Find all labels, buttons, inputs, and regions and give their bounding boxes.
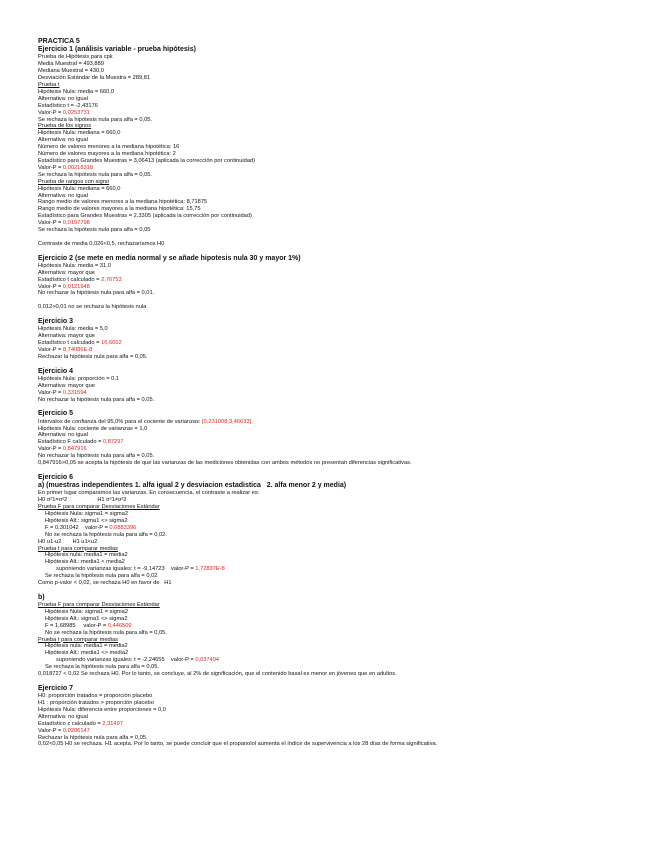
ex6b-line: Hipótesis nula: media1 = media2 [45, 643, 128, 650]
ex6-line: Hipótesis Nula: sigma1 = sigma2 [45, 510, 128, 517]
spacer [38, 234, 638, 241]
ex4-line: No rechazar la hipótesis nula para alfa = 0,05. [38, 396, 155, 403]
ex1-line: Alternativa: no igual [38, 95, 88, 102]
doc-title: PRACTICA 5 [38, 38, 80, 45]
ex1-note: Contraste de media 0,026<0,5, rechazaríamos H0 [38, 240, 165, 247]
spacer [38, 587, 638, 594]
ex5-interval-line [38, 419, 638, 426]
ex7-line: Alternativa: no igual [38, 713, 88, 720]
label: Valor-P = [38, 109, 63, 116]
ex6-line: En primer lugar comparamos las varianzas. En consecuencia, el contraste a realizar es: [38, 490, 260, 497]
ex1-line: Se rechaza la hipótesis nula para alfa = 0,05 [38, 227, 151, 234]
spacer [38, 311, 638, 318]
ex6b-line: Hipótesis Alt.: media1 <> media2 [45, 650, 129, 657]
p-value: 0,00218318 [62, 164, 93, 171]
ex6-subheading-a: a) (muestras independientes 1. alfa igual 2 y desviacion estadistica 2. alfa menor 2 y media) [38, 482, 347, 490]
ex5-pvalue-line [38, 446, 638, 453]
label: suponiendo varianzas iguales: t = -2,24655 valor-P = [56, 657, 196, 664]
ex1-line: Estadístico para Grandes Muestras = 2,3305 (aplicada la corrección por continuidad) [38, 213, 252, 220]
spacer [38, 678, 638, 685]
ex2-line: Hipótesis Nula: media = 31,0 [38, 262, 111, 269]
ex3-line: Alternativa: mayor que [38, 333, 95, 340]
ex4-heading: Ejercicio 4 [38, 367, 74, 375]
label: Valor-P = [38, 220, 63, 227]
spacer [38, 361, 638, 368]
p-value: 0,446509 [107, 622, 132, 629]
p-value: 0,0883396 [109, 524, 137, 531]
label: suponiendo varianzas iguales: t = -9,14723 valor-P = [56, 566, 196, 573]
ex1-line: Hipótesis Nula: mediana = 660,0 [38, 130, 121, 137]
p-value: 0,037494 [195, 657, 220, 664]
ex1-line: Se rechaza la hipótesis nula para alfa = 0,05. [38, 116, 152, 123]
spacer [38, 297, 638, 304]
spacer [38, 467, 638, 474]
ex1-line: Hipótesis Nula: mediana = 660,0 [38, 185, 121, 192]
ex1-line: Número de valores menores a la mediana hipotética: 16 [38, 144, 180, 151]
ex6b-pvalue-line [38, 657, 638, 664]
ex6-line: Hipótesis nula: media1 = media2 [45, 552, 128, 559]
ex6b-line: Hipótesis Alt.: sigma1 <> sigma2 [45, 615, 128, 622]
ex7-line: Hipótesis Nula: diferencia entre proporciones = 0,0 [38, 706, 166, 713]
ex6b-line: No se rechaza la hipótesis nula para alfa = 0,05. [45, 629, 167, 636]
stat-value: 0,87297 [102, 439, 124, 446]
label: Estadístico t calculado = [38, 276, 102, 283]
ex6-f-test-title: Prueba F para comparar Desviaciones Estándar [38, 504, 160, 511]
ex7-stat-line [38, 721, 638, 728]
ex7-line: Rechazar la hipótesis nula para alfa = 0,05. [38, 734, 148, 741]
ex7-line: 0,02<0,05 H0 se rechaza. H1 acepta. Por lo tanto, se puede concluir que el propanolol aumenta el índice de supervivencia a los 28 días de forma significativa. [38, 741, 438, 748]
ex6-pvalue-line [38, 566, 638, 573]
ex1-t-test-title: Prueba t [38, 82, 60, 89]
ex2-heading: Ejercicio 2 (se mete en media normal y se añade hipotesis nula 30 y mayor 1%) [38, 254, 301, 262]
p-value: 0,0197798 [62, 220, 90, 227]
ex6-subheading-b: b) [38, 593, 45, 601]
p-value: 8,74086E-8 [62, 347, 93, 353]
ex5-line: No rechazar la hipótesis nula para alfa = 0,05. [38, 453, 155, 460]
ex6-line: Como p-valor < 0,02, se rechaza H0 en favor de H1 [38, 580, 172, 587]
ex5-stat-line [38, 439, 638, 446]
ex6-line: No se rechaza la hipótesis nula para alfa = 0,02. [45, 531, 167, 538]
ex1-line: Se rechaza la hipótesis nula para alfa = 0,05. [38, 171, 152, 178]
spacer [38, 248, 638, 255]
ex1-pvalue-line [38, 220, 638, 227]
ex1-line: Estadístico para Grandes Muestras = 3,06413 (aplicada la corrección por continuidad) [38, 158, 256, 164]
ex6-pvalue-line [38, 525, 638, 532]
ex3-line: Hipótesis Nula: media = 5,0 [38, 326, 108, 333]
ex5-line: Hipótesis Nula: cociente de varianzas = 1,0 [38, 425, 148, 432]
label: Valor-P = [38, 283, 63, 290]
stat-value: 16,6052 [101, 340, 122, 347]
ex1-line: Prueba de Hipótesis para cpk [38, 54, 113, 61]
ex1-pvalue-line [38, 110, 638, 117]
ex2-stat-line [38, 277, 638, 284]
ex1-line: Desviación Estándar de la Muestra = 289,81 [38, 75, 151, 82]
p-value: 0,0206147 [62, 727, 90, 734]
label: F = 1,68985 valor-P = [45, 622, 108, 629]
ex1-pvalue-line [38, 165, 638, 172]
label: Valor-P = [38, 164, 63, 171]
ex6b-f-test-title: Prueba F para comparar Desviaciones Estándar [38, 602, 160, 609]
p-value: 0,331594 [62, 389, 87, 396]
stat-value: 2,76753 [101, 276, 122, 283]
ex6-line: H0 u1-u2 H1 u1<u2 [38, 538, 98, 545]
p-value: 0,847916 [62, 446, 87, 453]
stat-value: 2,31497 [102, 720, 123, 727]
label: Estadístico F calculado = [38, 439, 103, 446]
ex7-line: H0: proporción tratados = proporción placebo [38, 693, 153, 700]
ex6b-line: 0,018727 < 0,02 Se rechaza H0. Por lo tanto, se concluye, al 2% de significación, que el contenido basal es menor en jóvenes que en adultos. [38, 671, 397, 678]
interval-value: [0,231008;3,46633] [202, 418, 252, 425]
ex3-line: Rechazar la hipótesis nula para alfa = 0,05. [38, 353, 148, 360]
ex1-line: Hipótesis Nula: media = 660,0 [38, 88, 115, 95]
ex3-stat-line [38, 340, 638, 347]
ex6-line: Hipótesis Alt.: media1 < media2 [45, 559, 125, 566]
ex6-line: Hipótesis Alt.: sigma1 <> sigma2 [45, 517, 128, 524]
ex1-line: Alternativa: no igual [38, 192, 88, 199]
ex6-heading: Ejercicio 6 [38, 473, 74, 481]
spacer [38, 404, 638, 411]
ex4-line: Hipótesis Nula: proporción = 0,1 [38, 375, 120, 382]
label: Estadístico z calculado = [38, 720, 103, 727]
ex1-line: Alternativa: no igual [38, 137, 88, 144]
label: Intervalos de confianza del 95,0% para el cociente de varianzas: [38, 418, 203, 425]
ex4-line: Alternativa: mayor que [38, 382, 95, 389]
ex5-heading: Ejercicio 5 [38, 410, 74, 418]
ex6-line: H0 σ²1=σ²2 H1 σ²1≠σ²2 [38, 497, 127, 504]
ex2-note: 0,012>0,01 no se rechaza la hipótesis nula [38, 304, 147, 311]
ex6b-pvalue-line [38, 623, 638, 630]
document-page [38, 38, 638, 748]
label: Valor-P = [38, 347, 63, 353]
ex1-line: Media Muestral = 493,889 [38, 61, 104, 68]
ex4-pvalue-line [38, 390, 638, 397]
ex3-heading: Ejercicio 3 [38, 318, 74, 326]
ex1-rank-test-title: Prueba de rangos con signo [38, 178, 110, 185]
ex1-sign-test-title: Prueba de los signos [38, 123, 92, 130]
ex1-heading: Ejercicio 1 (análisis variable - prueba hipótesis) [38, 46, 196, 54]
ex1-line: Mediana Muestral = 430,0 [38, 68, 104, 75]
label: Valor-P = [38, 389, 63, 396]
ex1-line: Estadístico t = -2,43176 [38, 102, 98, 109]
ex7-heading: Ejercicio 7 [38, 684, 74, 692]
p-value: 0,0253731 [62, 109, 90, 116]
ex1-line: Número de valores mayores a la mediana hipotética: 2 [38, 151, 176, 158]
ex7-pvalue-line [38, 728, 638, 735]
ex6b-line: Hipótesis Nula: sigma1 = sigma2 [45, 608, 128, 615]
label: Valor-P = [38, 446, 63, 453]
label: Valor-P = [38, 727, 63, 734]
ex2-line: No rechazar la hipótesis nula para alfa = 0,01. [38, 290, 155, 297]
ex7-line: H1 : proporción tratados > proporción placebo [38, 700, 154, 707]
p-value: 1,72837E-8 [195, 566, 225, 573]
p-value: 0,0121948 [62, 283, 90, 290]
ex6b-t-test-title: Prueba t para comparar medias [38, 636, 118, 643]
label: F = 0,301042 valor-P = [45, 524, 110, 531]
ex2-line: Alternativa: mayor que [38, 269, 95, 276]
ex3-pvalue-line [38, 347, 638, 354]
ex5-line: Alternativa: no igual [38, 432, 88, 439]
ex6-t-test-title: Prueba t para comparar medias [38, 545, 118, 552]
ex6-line: Se rechaza la hipótesis nula para alfa = 0,02 [45, 573, 158, 580]
ex1-line: Rango medio de valores mayores a la mediana hipotética: 15,75 [38, 206, 201, 213]
ex6b-line: Se rechaza la hipótesis nula para alfa = 0,05. [45, 664, 159, 671]
ex1-line: Rango medio de valores menores a la mediana hipotética: 8,71875 [38, 199, 208, 206]
ex5-line: 0,847916>0,05 se acepta la hipótesis de que las varianzas de las mediciones obtenidas con ambos métodos no presentan diferencias significativas. [38, 460, 412, 467]
ex2-pvalue-line [38, 284, 638, 291]
label: Estadístico t calculado = [38, 340, 102, 347]
